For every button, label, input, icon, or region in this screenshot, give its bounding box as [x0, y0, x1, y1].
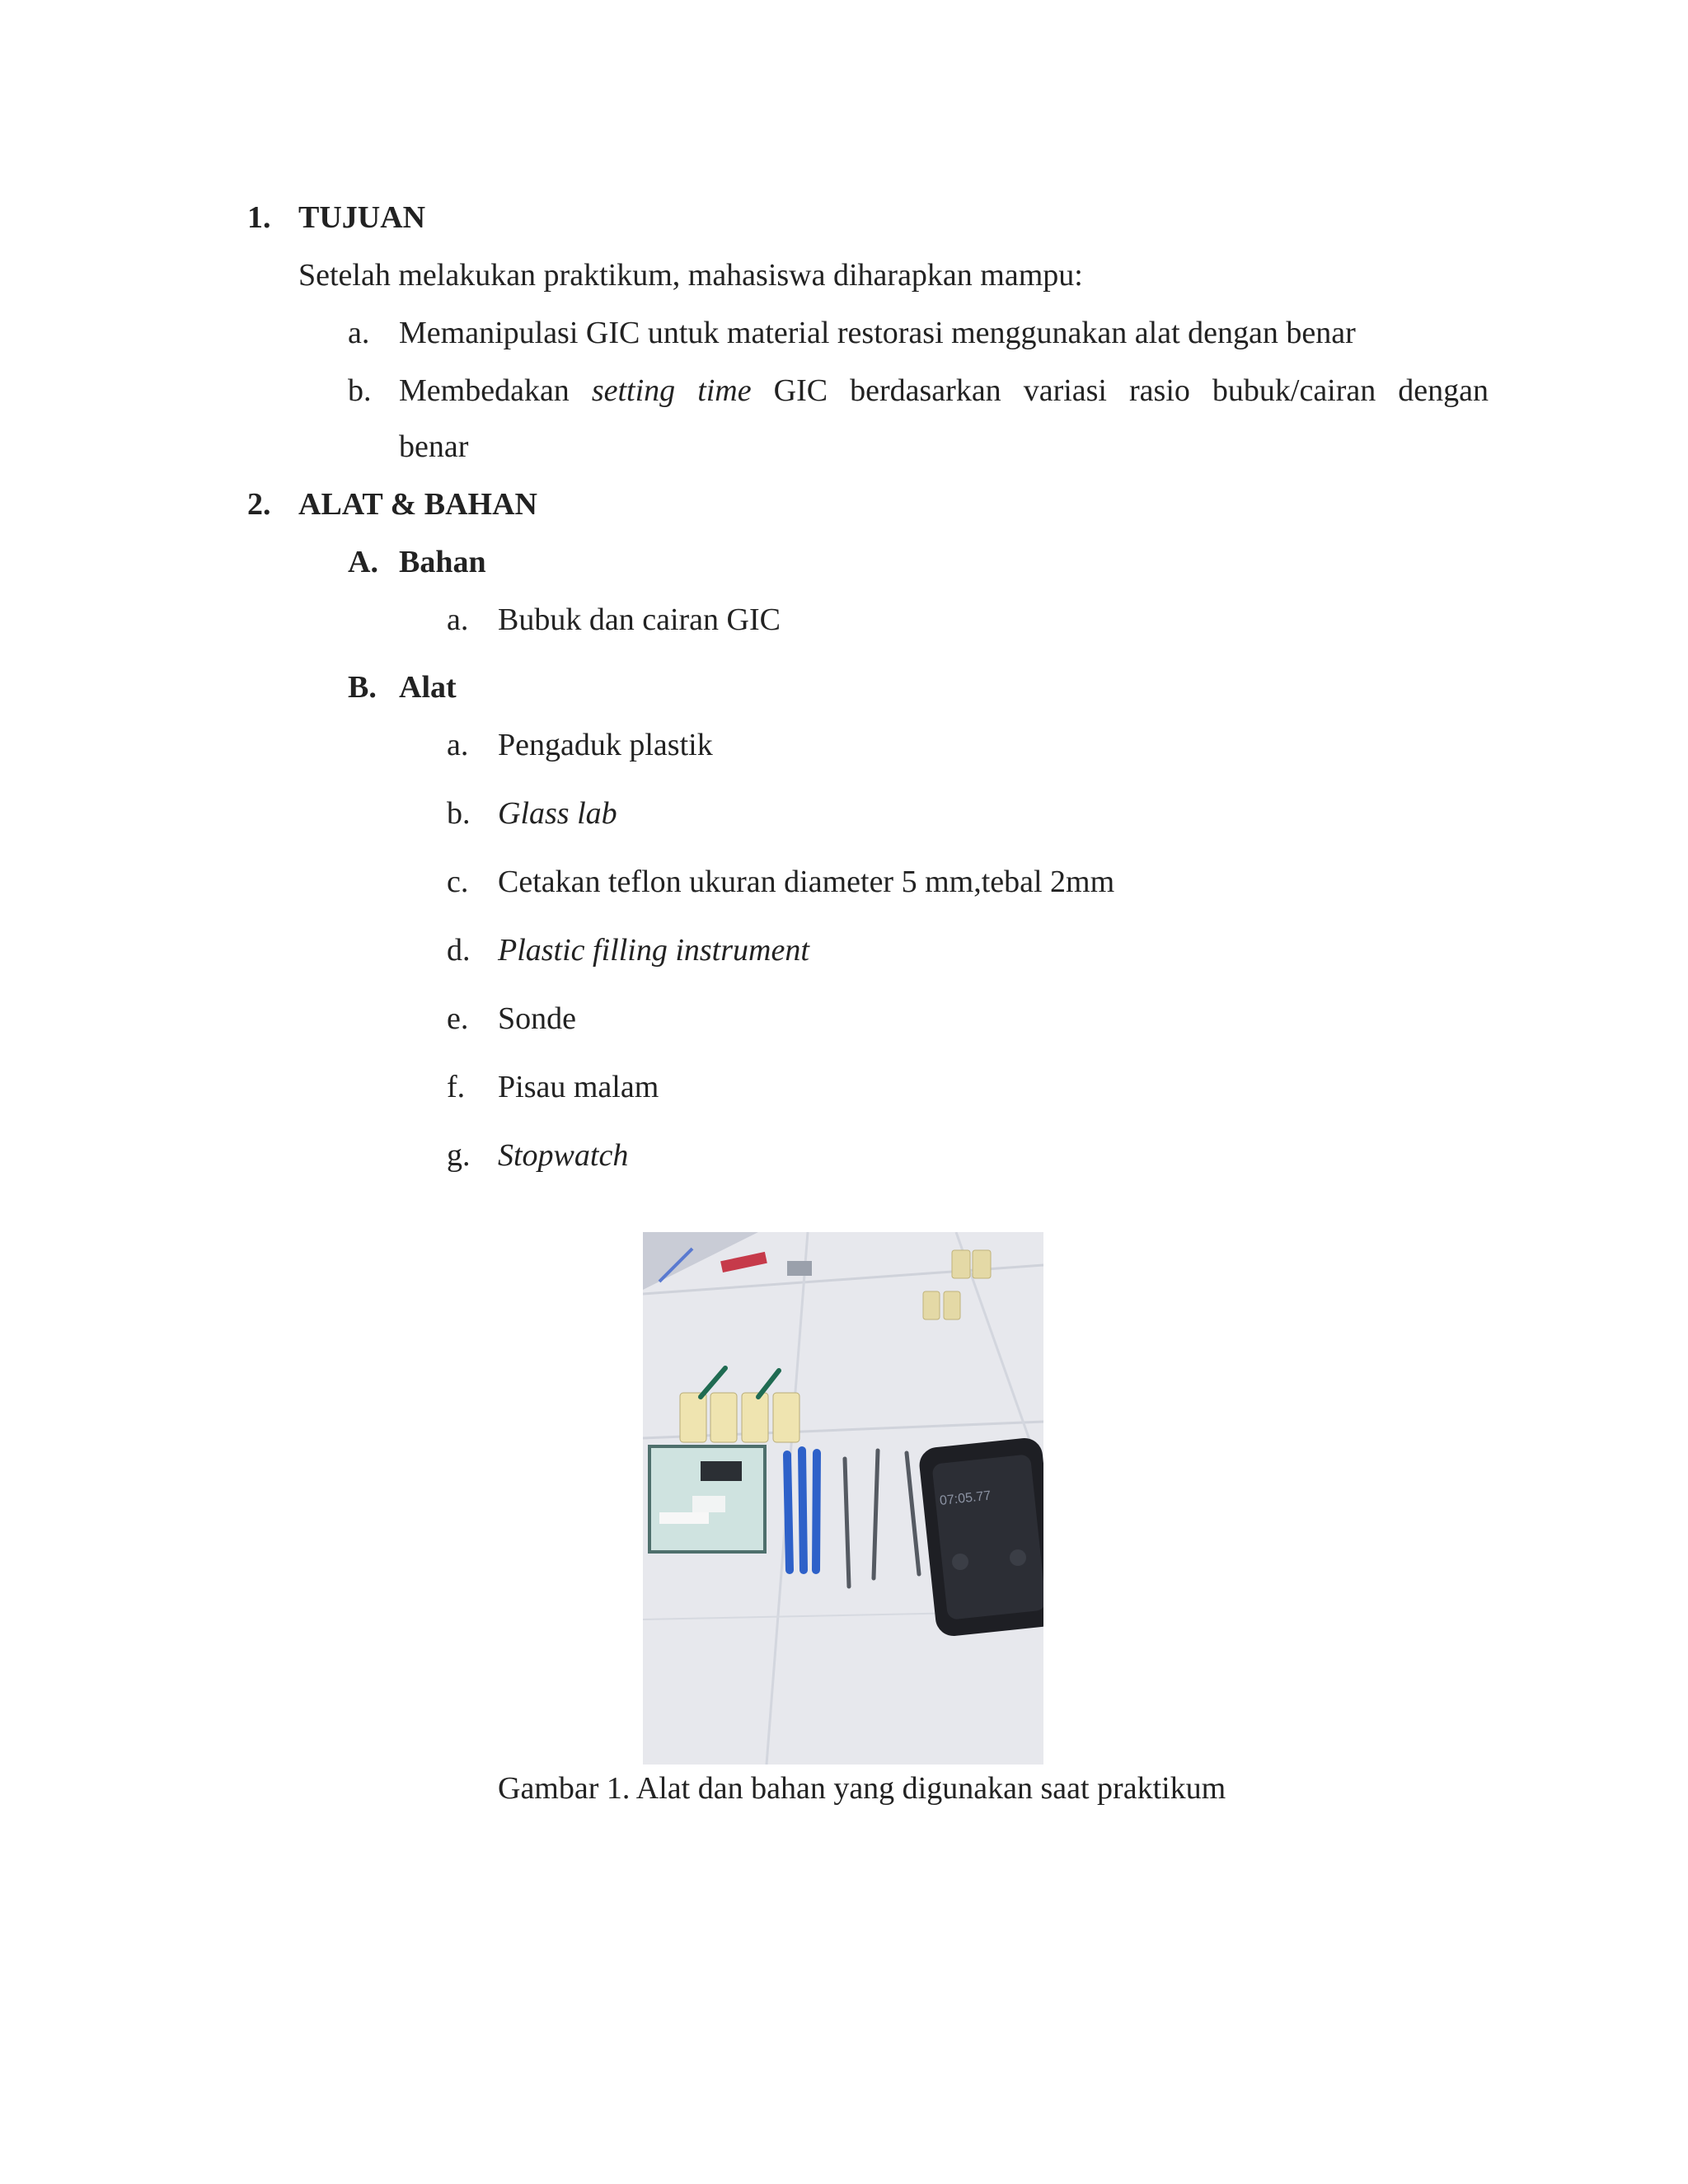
section1-intro: Setelah melakukan praktikum, mahasiswa diharapkan mampu: — [298, 258, 1083, 293]
alat-item-marker: b. — [447, 796, 471, 831]
section2-number: 2. — [247, 487, 271, 522]
alat-item-text: Sonde — [498, 1001, 576, 1036]
bahan-title: Bahan — [399, 545, 486, 579]
alat-item-text: Plastic filling instrument — [498, 933, 809, 968]
alat-item-marker: f. — [447, 1070, 466, 1104]
alat-item-marker: d. — [447, 933, 471, 968]
alat-item-text: Cetakan teflon ukuran diameter 5 mm,tebal 2mm — [498, 865, 1115, 899]
figure-caption: Gambar 1. Alat dan bahan yang digunakan saat praktikum — [498, 1771, 1226, 1806]
alat-marker: B. — [348, 670, 377, 705]
alat-item-marker: g. — [447, 1138, 471, 1173]
alat-title: Alat — [399, 670, 457, 705]
objective-a-text: Memanipulasi GIC untuk material restorasi menggunakan alat dengan benar — [399, 316, 1356, 350]
alat-item-text: Stopwatch — [498, 1138, 629, 1173]
figure-photo — [643, 1232, 1043, 1765]
objective-a-marker: a. — [348, 316, 370, 350]
objective-b-text-before: Membedakan — [399, 373, 570, 408]
objective-b-text-after: GIC berdasarkan variasi rasio bubuk/cairan dengan — [773, 373, 1489, 408]
objective-b-continuation: benar — [399, 429, 469, 464]
lab-tools-photo-drawing — [643, 1232, 1043, 1765]
objective-b-marker: b. — [348, 373, 372, 408]
alat-item-text: Glass lab — [498, 796, 617, 831]
alat-item-marker: e. — [447, 1001, 469, 1036]
alat-item-text: Pengaduk plastik — [498, 728, 713, 762]
section1-heading: TUJUAN — [298, 200, 426, 235]
bahan-item-text: Bubuk dan cairan GIC — [498, 602, 781, 637]
alat-item-text: Pisau malam — [498, 1070, 659, 1104]
bahan-item-marker: a. — [447, 602, 469, 637]
section2-heading: ALAT & BAHAN — [298, 487, 537, 522]
alat-item-marker: c. — [447, 865, 469, 899]
alat-item-marker: a. — [447, 728, 469, 762]
bahan-marker: A. — [348, 545, 378, 579]
objective-b-text — [399, 375, 1489, 406]
section1-number: 1. — [247, 200, 271, 235]
phone-stopwatch-readout: 07:05.77 — [939, 1488, 992, 1508]
objective-b-text-italic: setting time — [591, 373, 752, 408]
